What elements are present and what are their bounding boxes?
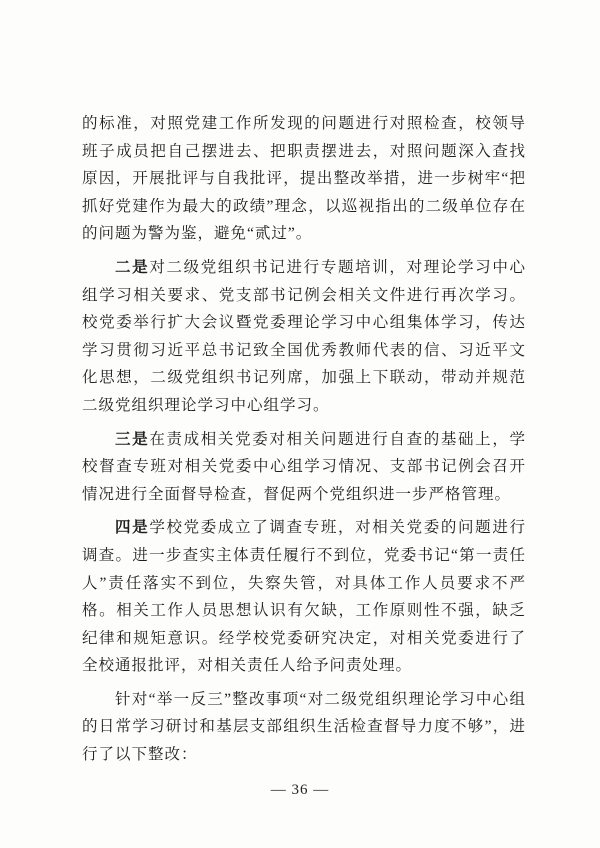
paragraph-lead: 三是 (115, 430, 150, 448)
page-number: — 36 — (270, 782, 330, 798)
paragraph-lead: 四是 (115, 519, 150, 537)
paragraph-text: 学校党委成立了调查专班，对相关党委的问题进行调查。进一步查实主体责任履行不到位，党委书记“第一责任人”责任落实不到位，失察失管，对具体工作人员要求不严格。相关工作人员思想认识有欠缺，工作原则性不强，缺乏纪律和规矩意识。经学校党委研究决定，对相关党委进行了全校通报批评，对相关责任人给予问责处理。 (82, 519, 526, 675)
paragraph-point-three (82, 426, 526, 509)
paragraph-lead: 二是 (115, 258, 150, 276)
paragraph-text: 针对“举一反三”整改事项“对二级党组织理论学习中心组的日常学习研讨和基层支部组织生活检查督导力度不够”，进行了以下整改： (82, 690, 526, 764)
paragraph-text: 在责成相关党委对相关问题进行自查的基础上，学校督查专班对相关党委中心组学习情况、支部书记例会召开情况进行全面督导检查，督促两个党组织进一步严格管理。 (82, 430, 526, 503)
document-body (82, 110, 526, 775)
paragraph-point-four (82, 514, 526, 680)
paragraph-continuation (82, 110, 526, 248)
paragraph-rectification-intro (82, 686, 526, 769)
paragraph-point-two (82, 254, 526, 420)
paragraph-text: 对二级党组织书记进行专题培训，对理论学习中心组学习相关要求、党支部书记例会相关文件进行再次学习。校党委举行扩大会议暨党委理论学习中心组集体学习，传达学习贯彻习近平总书记致全国优秀教师代表的信、习近平文化思想，二级党组织书记列席，加强上下联动，带动并规范二级党组织理论学习中心组学习。 (82, 258, 526, 414)
paragraph-text: 的标准，对照党建工作所发现的问题进行对照检查，校领导班子成员把自己摆进去、把职责摆进去，对照问题深入查找原因，开展批评与自我批评，提出整改举措，进一步树牢“把抓好党建作为最大的政绩”理念，以巡视指出的二级单位存在的问题为警为鉴，避免“贰过”。 (82, 115, 526, 243)
